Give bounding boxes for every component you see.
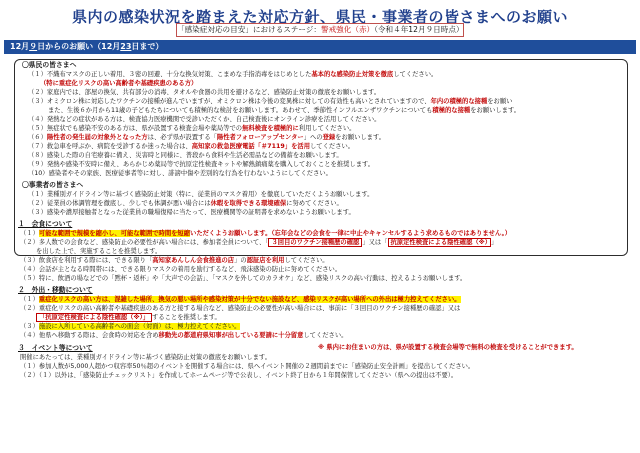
- section-3-intro: 開催にあたっては、業種別ガイドライン等に基づく感染防止対策の徹底をお願いします。: [20, 354, 271, 361]
- emphasis: 「抗原定性検査による陰性確認（※）」: [36, 313, 152, 322]
- section-1-item-1: [20, 230, 511, 238]
- text: （４）他県へ移動する際は、会食時の対応を含め: [20, 332, 159, 339]
- residents-item-8: （８）感染した際の自宅療養に備え、災害時と同様に、普段から食料や生活必需品などの備蓄をお願いします。: [28, 152, 343, 159]
- text: （３）飲食店を利用する際には、できる限り「: [20, 257, 153, 264]
- free-test-note: ※ 県内にお住まいの方は、県が設置する検査会場等で無料の検査を受けることができます。: [318, 344, 578, 351]
- section-2-item-4: [20, 332, 347, 340]
- section-1-item-2-cont: を出した上で、実施することを推奨します。: [36, 248, 162, 255]
- emphasis: 施設に入所している高齢者への面会（対面）は、極力控えてください。: [38, 323, 241, 330]
- text: 利用してください。: [298, 125, 356, 132]
- residents-item-10: （10）感染者やその家族、医療従事者等に対し、誹謗中傷や差別的な行為を行わないようにしてください。: [28, 170, 332, 177]
- text: してください。: [393, 71, 438, 78]
- section-1-item-4: （４）会話が主となる時間帯には、できる限りマスクの着用を励行するなど、飛沫感染の防止に努めてください。: [20, 266, 342, 273]
- text: することを推奨します。: [152, 314, 221, 321]
- emphasis: 移動先の都道府県知事が出している要請に十分留意: [158, 332, 304, 339]
- emphasis: 基本的な感染防止対策を徹底: [311, 71, 394, 78]
- emphasis: 認証店を利用: [246, 257, 285, 264]
- emphasis: 高知家あんしん会食推進の店: [152, 257, 235, 264]
- text: （１）: [20, 296, 39, 303]
- stage-level: 警戒強化（赤）: [320, 25, 375, 34]
- text: してください。: [310, 143, 355, 150]
- text: 」: [490, 239, 498, 246]
- emphasis: 重症化リスクの高い方は、混雑した場所、換気の悪い場所や感染対策が十分でない施設など、感染リスクが高い場所への外出は極力控えてください。: [38, 296, 461, 303]
- business-heading: 〇事業者の皆さまへ: [22, 181, 84, 189]
- emphasis: 休暇を取得できる環境確保: [210, 200, 287, 207]
- text: に努めてください。: [286, 200, 343, 207]
- residents-item-3: [28, 98, 512, 106]
- section-2-item-1: [20, 296, 461, 304]
- text: （１）不織布マスクの正しい着用、３密の回避、十分な換気対策、こまめな手指消毒をはじめとした: [28, 71, 312, 78]
- text: は、必ず県が設置する「: [147, 134, 217, 141]
- text: をお願いします。: [335, 134, 386, 141]
- business-item-1: （１）業種別ガイドライン等に基づく感染防止対策（特に、従業員のマスク着用）を徹底していただくようお願いします。: [28, 191, 374, 198]
- section-3-heading: ３ イベント等について: [18, 344, 93, 352]
- residents-item-5: [28, 125, 355, 133]
- text: してください。: [284, 257, 329, 264]
- residents-heading: 〇県民の皆さまへ: [22, 61, 77, 69]
- section-2-item-2: （２）重症化リスクの高い高齢者や基礎疾患のある方と接する場合など、感染防止の必要性が高い場合には、事前に「３回目のワクチン接種歴の確認」又は: [20, 305, 461, 312]
- residents-item-3-cont: [48, 107, 520, 115]
- emphasis: 可能な範囲で規模を縮小し、可能な範囲で時間を短縮: [38, 230, 191, 237]
- text: （５）無症状でも感染不安のある方は、県が設置する検査会場や薬局等での: [28, 125, 243, 132]
- date-part1: 12月: [10, 42, 30, 51]
- text: をお願い: [487, 98, 513, 105]
- residents-item-2: （２）家庭内では、部屋の換気、共有部分の消毒、タオルや食器の共用を避けるなど、感染防止対策の徹底をお願いします。: [28, 89, 381, 96]
- date-part2: 日からのお願い（12月: [37, 42, 121, 51]
- residents-item-9: （９）発熱や感染不安時に備え、あらかじめ薬局等で抗原定性検査キットや解熱鎮痛薬を購入しておくことを推奨します。: [28, 161, 375, 168]
- emphasis: ３回目のワクチン接種歴の確認: [268, 238, 362, 247]
- section-2-item-3: [20, 323, 240, 331]
- section-2-heading: ２ 外出・移動について: [18, 286, 93, 294]
- text: 」又は「: [362, 239, 388, 246]
- stage-indicator: [176, 23, 464, 37]
- text: （２）多人数での会食など、感染防止の必要性が高い場合には、参加者全員について、「: [20, 239, 269, 246]
- text: いただくようお願いします。（忘年会などの会食を一律に中止やキャンセルするよう求めるものではありません。）: [190, 230, 512, 237]
- text: （７）救急車を呼ぶか、病院を受診するか迷った場合は、: [28, 143, 192, 150]
- emphasis: 無料検査を積極的に: [242, 125, 299, 132]
- business-item-3: （３）感染や濃厚接触者となった従業員の職場復帰に当たって、医療機関等の証明書を求めないようお願いします。: [28, 209, 355, 216]
- section-3-item-2: （２）（１）以外は、「感染防止チェックリスト」を作成してホームページ等で公表し、イベント終了日から１年間保管してください（県への提出は不要）。: [20, 372, 458, 379]
- residents-item-4: （４）発熱などの症状がある方は、検査協力医療機関で受診いただくか、自己検査後にオンライン診療を活用してください。: [28, 116, 381, 123]
- text: （２）従業員の体調管理を徹底し、少しでも体調が悪い場合には: [28, 200, 211, 207]
- emphasis: 高知家の救急医療電話「＃7119」を活用: [191, 143, 310, 150]
- section-1-item-3: [20, 257, 329, 265]
- section-1-item-5: （５）特に、飲酒の場などでの「黙杯・返杯」や「大声での会話」、「マスクを外してのカラオケ」など、感染リスクの高い行動は、控えるようお願いします。: [20, 275, 467, 282]
- text: 」への: [303, 134, 323, 141]
- page-title: 県内の感染状況を踏まえた対応方針、県民・事業者の皆さまへのお願い: [71, 8, 568, 26]
- business-item-2: [28, 200, 343, 208]
- date-day1: ９: [29, 42, 38, 51]
- residents-item-1: [28, 71, 437, 79]
- text: してください。: [303, 332, 348, 339]
- text: （６）: [28, 134, 47, 141]
- stage-date: （令和４年12月９日時点）: [374, 25, 464, 34]
- text: （３）オミクロン株に対応したワクチンの接種が進んでいますが、オミクロン株は今後の変異株に対しての有効性も高いとされていますので、: [28, 98, 431, 105]
- section-1-item-2: [20, 239, 497, 247]
- date-part3: 日まで）: [131, 42, 164, 51]
- text: また、生後６か月から11歳の子どもたちについても積極的な検討をお願いします。あわせて、季節性インフルエンザワクチンについても: [48, 107, 433, 114]
- text: （３）: [20, 323, 39, 330]
- residents-item-1-note: （特に重症化リスクの高い高齢者や基礎疾患のある方）: [40, 80, 198, 87]
- emphasis: 登録: [322, 134, 336, 141]
- request-period-bar: [4, 40, 636, 54]
- text: をお願いします。: [470, 107, 521, 114]
- section-1-heading: １ 会食について: [18, 220, 73, 228]
- residents-item-7: [28, 143, 354, 151]
- text: （１）: [20, 230, 39, 237]
- date-day2: 23: [120, 42, 132, 51]
- residents-item-6: [28, 134, 385, 142]
- emphasis: 抗原定性検査による陰性確認（※）: [388, 238, 491, 247]
- emphasis: 積極的な接種: [432, 107, 471, 114]
- stage-prefix: 「感染症対応の目安」におけるステージ：: [177, 25, 321, 34]
- section-3-item-1: （１）参加人数が5,000人超かつ収容率50％超のイベントを開催する場合には、県へイベント開催の２週間前までに「感染防止安全計画」を提出してください。: [20, 363, 475, 370]
- text: 」の: [234, 257, 247, 264]
- section-2-item-2-cont: [36, 314, 221, 322]
- emphasis: 陽性者の発生届の対象外となった方: [46, 134, 148, 141]
- emphasis: 年内の積極的な接種: [430, 98, 488, 105]
- emphasis: 陽性者フォローアップセンター: [216, 134, 304, 141]
